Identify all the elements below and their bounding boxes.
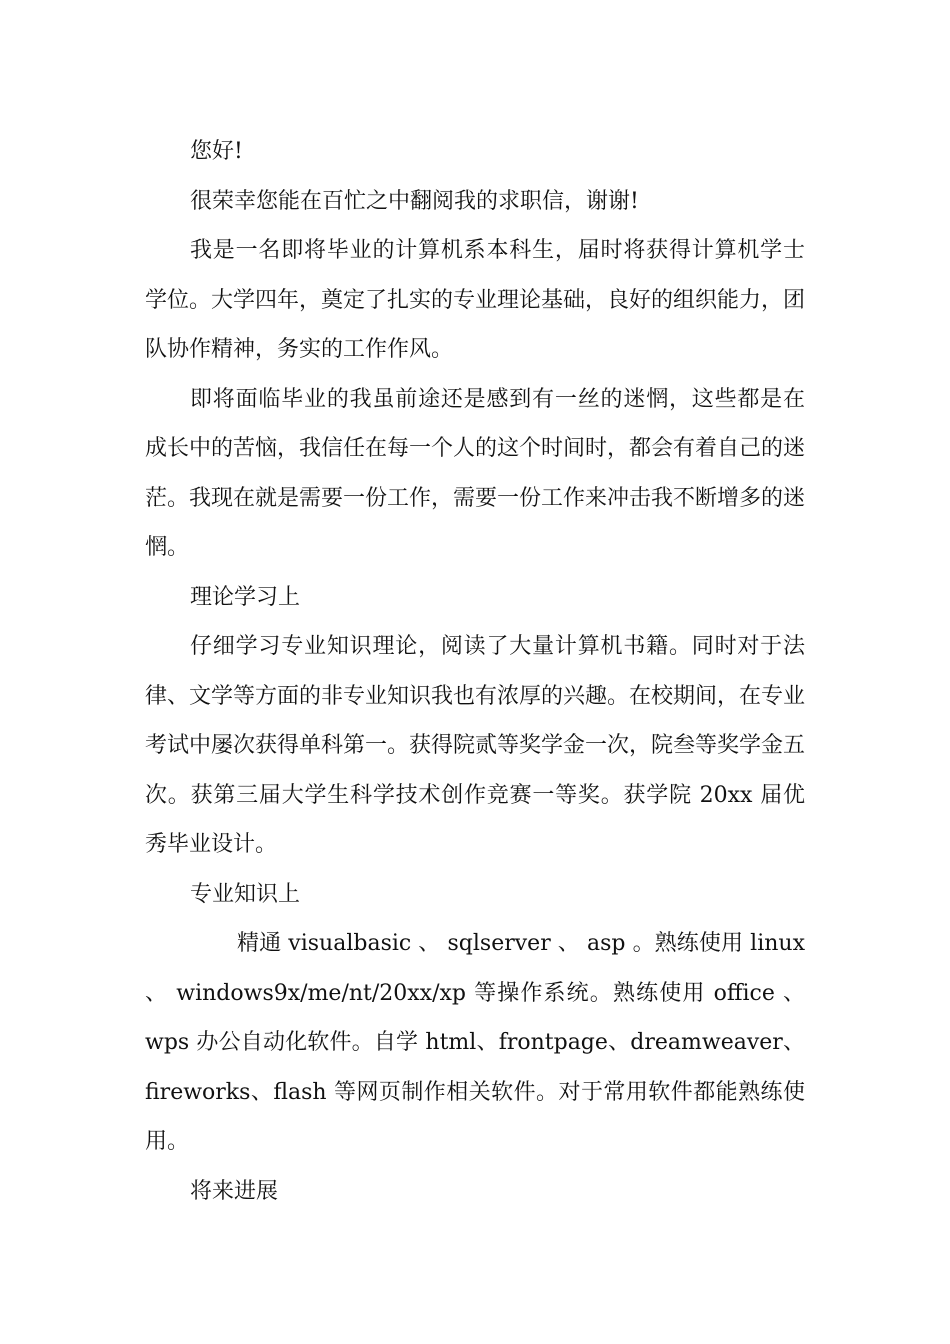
thanks-line: 很荣幸您能在百忙之中翻阅我的求职信，谢谢! [190, 188, 639, 214]
section-future-title: 将来进展 [190, 1178, 279, 1204]
letter-body [145, 127, 805, 1216]
section-theory-body: 仔细学习专业知识理论，阅读了大量计算机书籍。同时对于法律、文学等方面的非专业知识我也有浓厚的兴趣。在校期间，在专业考试中屡次获得单科第一。获得院贰等奖学金一次，院叁等奖学金五次。获第三届大学生科学技术创作竞赛一等奖。获学院 20xx 届优秀毕业设计。 [145, 634, 806, 857]
section-skills-title: 专业知识上 [190, 881, 301, 907]
greeting: 您好! [190, 139, 243, 164]
confusion-paragraph: 即将面临毕业的我虽前途还是感到有一丝的迷惘，这些都是在成长中的苦恼，我信任在每一个人的这个时间时，都会有着自己的迷茫。我现在就是需要一份工作，需要一份工作来冲击我不断增多的迷惘。 [145, 386, 806, 560]
section-theory-title: 理论学习上 [190, 584, 301, 610]
intro-paragraph: 我是一名即将毕业的计算机系本科生，届时将获得计算机学士学位。大学四年，奠定了扎实的专业理论基础，良好的组织能力，团队协作精神，务实的工作作风。 [145, 238, 806, 362]
section-skills-body: 精通 visualbasic 、 sqlserver 、 asp 。熟练使用 linux 、 windows9x/me/nt/20xx/xp 等操作系统。熟练使用 office 、 wps 办公自动化软件。自学 html、frontpage、dreamweaver、fireworks、flash 等网页制作相关软件。对于常用软件都能熟练使用。 [145, 931, 805, 1154]
